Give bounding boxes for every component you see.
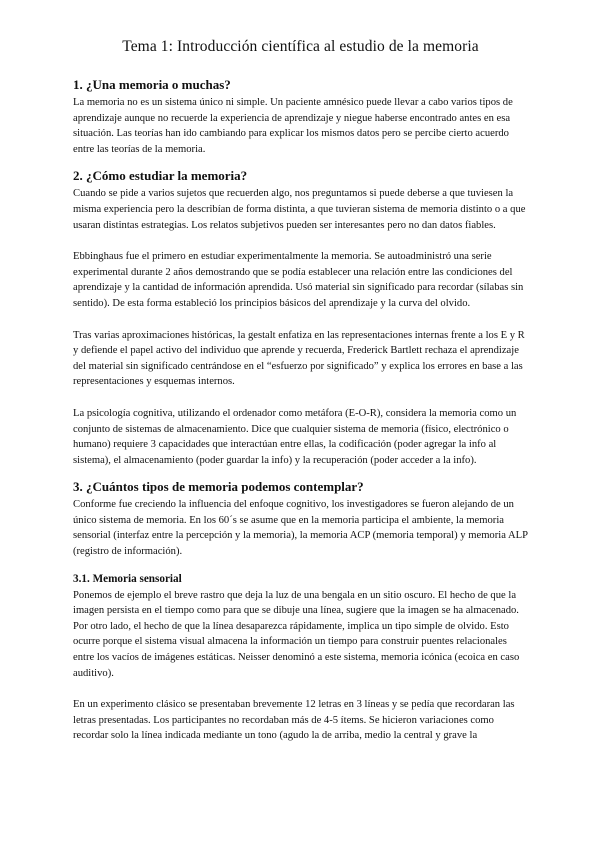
paragraph: Cuando se pide a varios sujetos que recuerden algo, nos preguntamos si puede deberse a que tuviesen la misma experiencia pero la describían de forma distinta, a que tuvieran sistema de memoria distinto o a que usaran distintas estrategias. Los relatos subjetivos pueden ser interesantes pero no dan datos fiables. [73, 188, 526, 231]
paragraph: La psicología cognitiva, utilizando el ordenador como metáfora (E-O-R), considera la memoria como un conjunto de sistemas de almacenamiento. Dice que cualquier sistema de memoria (físico, electrónico o humano) requiere 3 capacidades que interactúan entre ellas, la codificación (poder agregar la info al sistema), el almacenamiento (poder guardar la info) y la recuperación (poder acceder a la info). [73, 407, 517, 466]
subsection-heading: 3.1. Memoria sensorial [73, 572, 182, 585]
paragraph: En un experimento clásico se presentaban brevemente 12 letras en 3 líneas y se pedía que recordaran las letras presentadas. Los participantes no recordaban más de 4-5 ítems. Se hicieron variaciones como recordar solo la línea indicada mediante un tono (agudo la de arriba, medio la central y grave la [73, 699, 515, 742]
section-heading-1: 1. ¿Una memoria o muchas? [73, 77, 231, 92]
paragraph: La memoria no es un sistema único ni simple. Un paciente amnésico puede llevar a cabo varios tipos de aprendizaje aunque no recuerde la experiencia de aprendizaje y niegue haberse encontrado antes en esa situación. Las teorías han ido cambiando para explicar los mismos datos pero se percibe cierto acuerdo entre las teorías de la memoria. [73, 97, 513, 155]
paragraph: Conforme fue creciendo la influencia del enfoque cognitivo, los investigadores se fueron alejando de un único sistema de memoria. En los 60´s se asume que en la memoria participa el ambiente, la memoria sensorial (interfaz entre la percepción y la memoria), la memoria ACP (memoria temporal) y memoria ALP (registro de información). [73, 499, 528, 558]
document-title: Tema 1: Introducción científica al estudio de la memoria [122, 38, 479, 55]
paragraph: Tras varias aproximaciones históricas, la gestalt enfatiza en las representaciones internas frente a los E y R y defiende el papel activo del individuo que aprende y recuerda, Frederick Bartlett rechaza el aprendizaje del material sin significado centrándose en el “esfuerzo por significado” y explica los errores en base a las representaciones y esquemas internos. [73, 329, 525, 388]
section-heading-3: 3. ¿Cuántos tipos de memoria podemos contemplar? [73, 479, 364, 495]
section-heading-2: 2. ¿Cómo estudiar la memoria? [73, 168, 248, 184]
paragraph: Ponemos de ejemplo el breve rastro que deja la luz de una bengala en un sitio oscuro. El hecho de que la imagen persista en el tiempo como para que se dibuje una línea, sugiere que la imagen se ha almacenado. Por otro lado, el hecho de que la línea desaparezca rápidamente, implica un tipo simple de olvido. Esto ocurre porque el sistema visual almacena la información un tiempo para construir puentes relacionales entre los vacíos de imágenes estáticas. Neisser denominó a este sistema, memoria icónica (ecoica en caso auditivo). [73, 589, 520, 679]
paragraph: Ebbinghaus fue el primero en estudiar experimentalmente la memoria. Se autoadministró una serie experimental durante 2 años demostrando que se podía establecer una relación entre las condiciones del aprendizaje y la cantidad de información aprendida. Usó material sin significado para recordar (sílabas sin sentido). De esta forma estableció los principios básicos del aprendizaje y la curva del olvido. [73, 251, 524, 309]
